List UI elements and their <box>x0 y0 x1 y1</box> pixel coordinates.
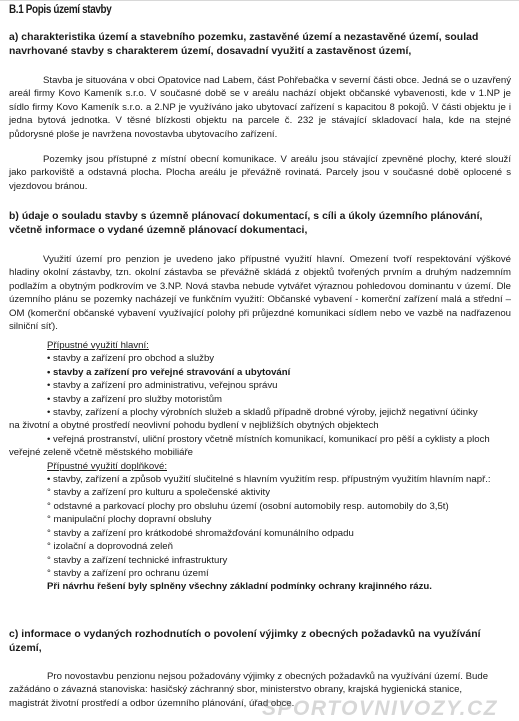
conclusion-text: Při návrhu řešení byly splněny všechny základní podmínky ochrany krajinného rázu. <box>47 581 432 593</box>
section-a-paragraph-1: Stavba je situována v obci Opatovice nad Labem, část Pohřebačka v severní části obce. Jedná se o uzavřený areál firmy Kovo Kameník s.r.o. V současné době se v areálu nachází objekt občanské vybavenosti, kde v 1.NP je sídlo firmy Kovo Kameník s.r.o. a 2.NP je využíváno jako ubytovací zařízení s kapacitou 8 pokojů. V části objektu je i jedna bytová jednotka. V těsné blízkosti objektu na parcele č. 232 je stávající skladovací hala, kde na stejné půdorysné ploše je navržena novostavba ubytovacího zařízení. <box>9 75 511 140</box>
paragraph-line: zažádáno o závazná stanoviska: hasičský záchranný sbor, ministerstvo obrany, krajská hygienická stanice, <box>9 684 463 696</box>
list-item-continued: na životní a obytné prostředí neovlivní pohodu bydlení v nejbližších obytných objektech <box>9 420 379 432</box>
list-item-continued: veřejné zeleně včetně městského mobiliáře <box>9 447 193 459</box>
list-item: • veřejná prostranství, uliční prostory včetně místních komunikací, komunikací pro pěší a cyklisty a ploch <box>47 433 490 445</box>
list-item: • stavby a zařízení pro služby motoristům <box>47 393 223 405</box>
list-item: ° odstavné a parkovací plochy pro obsluhu území (osobní automobily resp. automobily do 3,5t) <box>47 500 449 512</box>
allowed-main-label: Přípustné využití hlavní: <box>47 340 149 351</box>
section-b-paragraph-1: Využití území pro penzion je uvedeno jako přípustné využití hlavní. Omezení tvoří respektování výškové hladiny okolní zástavby, tzn. okolní zástavba se převážně skládá z objektů tvořených prvním a druhým nadzemním podlažím a obytným podkrovím ve 3.NP. Nová stavba nebude vytvářet výraznou pohledovou dominantu v území. Dle územního plánu se pozemky nacházejí ve funkčním využití: Občanské vybavení - komerční zařízení malá a střední – OM (komerční občanské vybavení využívající polohy při průjezdné komunikaci sídlem nebo ve vazbě na nadřazenou silniční síť). <box>9 254 511 333</box>
list-item: • stavby, zařízení a způsob využití slučitelné s hlavním využitím resp. přípustným využitím hlavním např.: <box>47 474 491 486</box>
watermark: SPORTOVNIVOZY.CZ <box>262 697 498 720</box>
list-item: • stavby, zařízení a plochy výrobních služeb a skladů případně drobné výroby, jejichž negativní účinky <box>47 407 478 419</box>
list-item: • stavby a zařízení pro administrativu, veřejnou správu <box>47 380 278 392</box>
page-heading: B.1 Popis území stavby <box>9 4 112 16</box>
paragraph-line: Pro novostavbu penzionu nejsou požadovány výjimky z obecných požadavků na využívání území. Bude <box>47 671 489 682</box>
list-item: ° stavby a zařízení pro krátkodobé shromažďování komunálního odpadu <box>47 527 354 539</box>
list-item: • stavby a zařízení pro obchod a služby <box>47 353 215 365</box>
section-c-title: c) informace o vydaných rozhodnutích o povolení výjimky z obecných požadavků na využívání území, <box>9 629 481 655</box>
list-item: ° stavby a zařízení pro ochranu území <box>47 567 209 579</box>
paragraph-line: magistrát životní prostředí a odbor územního plánování, úřad obce. <box>9 697 295 709</box>
list-item: • stavby a zařízení pro veřejné stravování a ubytování <box>47 366 291 378</box>
section-a-title: a) charakteristika území a stavebního pozemku, zastavěné území a nezastavěné území, soulad navrhované stavby s charakterem území, dosavadní využití a zastavěnost území, <box>9 32 479 58</box>
list-item: ° izolační a doprovodná zeleň <box>47 541 173 553</box>
section-a-paragraph-2: Pozemky jsou přístupné z místní obecní komunikace. V areálu jsou stávající zpevněné plochy, které slouží jako parkoviště a odstavná plocha. Plocha areálu je převážně rovinatá. Parcely jsou v současné době oplocené s vjezdovou bránou. <box>9 154 511 192</box>
list-item: ° stavby a zařízení technické infrastruktury <box>47 554 228 566</box>
allowed-use-main-list <box>9 339 511 594</box>
allowed-extra-label: Přípustné využití doplňkové: <box>47 460 167 472</box>
list-item: ° manipulační plochy dopravní obsluhy <box>47 514 212 526</box>
top-rule <box>0 0 519 1</box>
section-b-title: b) údaje o souladu stavby s územně plánovací dokumentací, s cíli a úkoly územního plánování, včetně informace o vydané územně plánovací dokumentaci, <box>9 211 483 237</box>
list-item: ° stavby a zařízení pro kulturu a společenské aktivity <box>47 487 270 499</box>
